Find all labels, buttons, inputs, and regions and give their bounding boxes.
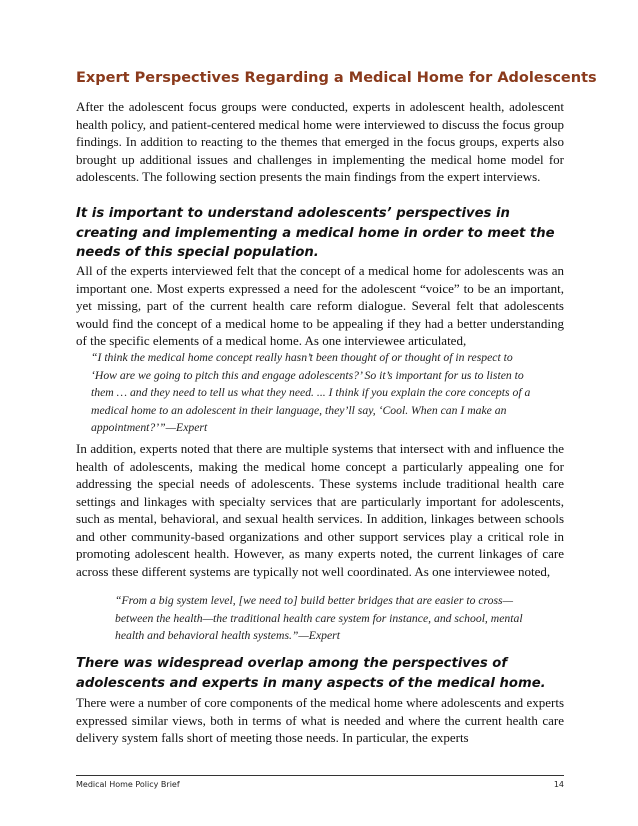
- footer-divider: [76, 775, 564, 776]
- footer-title: Medical Home Policy Brief: [76, 780, 180, 789]
- section-heading: Expert Perspectives Regarding a Medical Home for Adolescents: [76, 70, 597, 86]
- subheading-overlap: There was widespread overlap among the perspectives of adolescents and experts in many aspects of the medical home.: [76, 656, 546, 691]
- subheading-adolescent-perspectives: It is important to understand adolescents’ perspectives in creating and implementing a medical home in order to meet the needs of this special population.: [76, 206, 555, 260]
- intro-paragraph: After the adolescent focus groups were conducted, experts in adolescent health, adolescent health policy, and patient-centered medical home were interviewed to discuss the focus group findings. In addition to reacting to the themes that emerged in the focus groups, experts also brought up additional issues and challenges in implementing the medical home model for adolescents. The following section presents the main findings from the expert interviews.: [76, 99, 564, 184]
- systems-paragraph: In addition, experts noted that there are multiple systems that intersect with and influence the health of adolescents, making the medical home concept a particularly appealing one for addressing the special needs of adolescents. These systems include traditional health care settings and linkages with specialty services that are particularly important for adolescents, such as mental, behavioral, and sexual health services. In addition, linkages between schools and other community-based organizations and other support services play a critical role in promoting adolescent health. However, as many experts noted, the current linkages of care across these different systems are typically not well coordinated. As one interviewee noted,: [76, 441, 564, 579]
- core-components-paragraph: There were a number of core components of the medical home where adolescents and experts expressed similar views, both in terms of what is needed and where the current health care delivery system falls short of meeting those needs. In particular, the experts: [76, 695, 564, 745]
- expert-quote-1: “I think the medical home concept really hasn’t been thought of or thought of in respect to ‘How are we going to pitch this and engage adolescents?’ So it’s important for us to listen to them … and they need to tell us what they need. ... I think if you explain the core concepts of a medical home to an adolescent in their language, they’ll say, ‘Cool. When can I make an appointment?’”—Expert: [91, 351, 531, 434]
- expert-quote-2: “From a big system level, [we need to] build better bridges that are easier to cross—between the health—the traditional health care system for instance, and school, mental health and behavioral health systems.”—Expert: [115, 594, 523, 642]
- experts-paragraph: All of the experts interviewed felt that the concept of a medical home for adolescents was an important one. Most experts expressed a need for the adolescent “voice” to be an important, yet missing, part of the current health care reform dialogue. Several felt that adolescents would find the concept of a medical home to be appealing if they had a better understanding of the specific elements of a medical home. As one interviewee articulated,: [76, 263, 564, 348]
- page-number: 14: [553, 780, 564, 789]
